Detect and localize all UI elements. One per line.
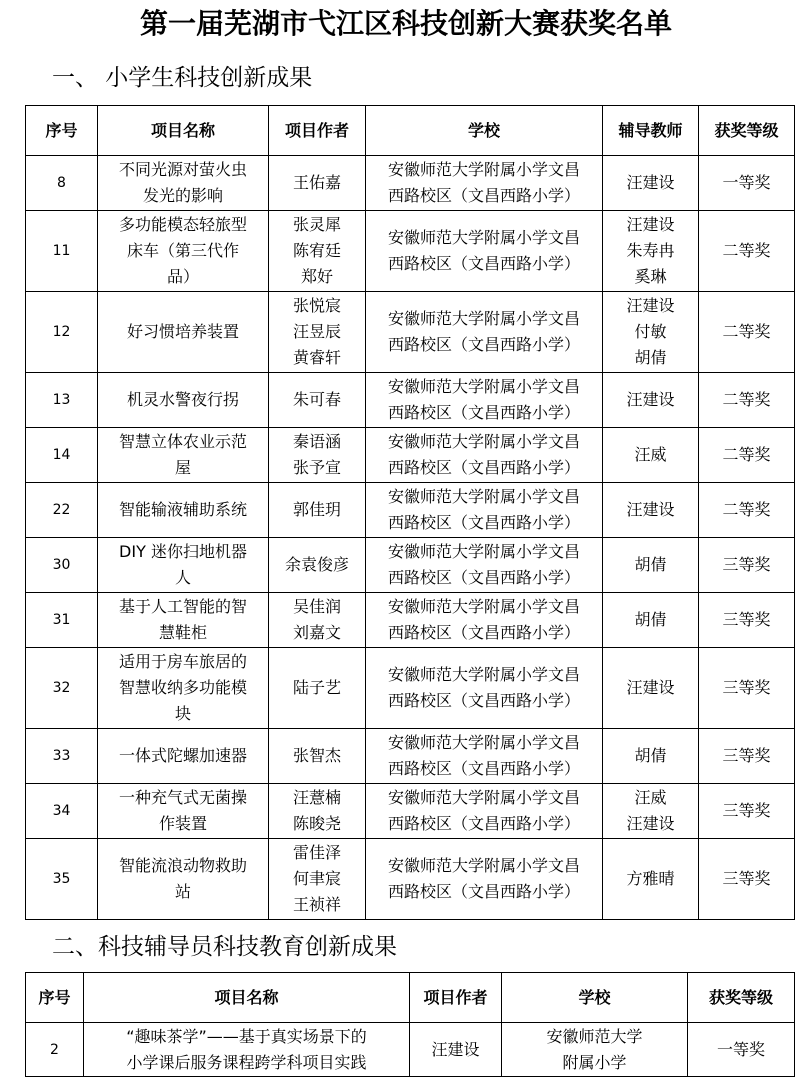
cell-project-name: 多功能模态轻旅型 床车（第三代作 品） [98, 211, 269, 292]
table-row [26, 729, 795, 784]
header-no: 序号 [26, 973, 84, 1023]
cell-project-name: 智能流浪动物救助 站 [98, 839, 269, 920]
page-title: 第一届芜湖市弋江区科技创新大赛获奖名单 [139, 7, 672, 40]
table-row [26, 538, 795, 593]
table-header-row [26, 106, 795, 156]
cell-school: 安徽师范大学 附属小学 [502, 1023, 688, 1077]
header-teachers: 辅导教师 [603, 106, 699, 156]
header-project-name: 项目名称 [98, 106, 269, 156]
cell-teachers: 汪建设 朱寿冉 奚琳 [603, 211, 699, 292]
cell-award: 二等奖 [699, 373, 795, 428]
cell-project-name: 机灵水警夜行拐 [98, 373, 269, 428]
cell-no: 12 [26, 292, 98, 373]
cell-authors: 张智杰 [269, 729, 366, 784]
header-award: 获奖等级 [699, 106, 795, 156]
cell-no: 13 [26, 373, 98, 428]
counselor-awards-table [25, 972, 795, 1077]
cell-authors: 余袁俊彦 [269, 538, 366, 593]
cell-teachers: 汪威 汪建设 [603, 784, 699, 839]
section-heading-students: 一、 小学生科技创新成果 [52, 65, 313, 91]
cell-no: 2 [26, 1023, 84, 1077]
cell-teachers: 胡倩 [603, 593, 699, 648]
cell-project-name: 一种充气式无菌操 作装置 [98, 784, 269, 839]
cell-no: 14 [26, 428, 98, 483]
cell-teachers: 胡倩 [603, 538, 699, 593]
table-row [26, 373, 795, 428]
cell-authors: 王佑嘉 [269, 156, 366, 211]
table-row [26, 483, 795, 538]
cell-authors: 吴佳润 刘嘉文 [269, 593, 366, 648]
cell-school: 安徽师范大学附属小学文昌 西路校区（文昌西路小学） [366, 373, 603, 428]
cell-authors: 秦语涵 张予宣 [269, 428, 366, 483]
cell-school: 安徽师范大学附属小学文昌 西路校区（文昌西路小学） [366, 839, 603, 920]
cell-no: 35 [26, 839, 98, 920]
cell-teachers: 方雅晴 [603, 839, 699, 920]
cell-award: 一等奖 [699, 156, 795, 211]
student-awards-table [25, 105, 795, 920]
cell-school: 安徽师范大学附属小学文昌 西路校区（文昌西路小学） [366, 292, 603, 373]
table-row [26, 292, 795, 373]
cell-project-name: “趣味茶学”——基于真实场景下的 小学课后服务课程跨学科项目实践 [84, 1023, 410, 1077]
cell-award: 三等奖 [699, 839, 795, 920]
cell-no: 31 [26, 593, 98, 648]
cell-award: 三等奖 [699, 648, 795, 729]
cell-school: 安徽师范大学附属小学文昌 西路校区（文昌西路小学） [366, 538, 603, 593]
cell-no: 8 [26, 156, 98, 211]
cell-school: 安徽师范大学附属小学文昌 西路校区（文昌西路小学） [366, 428, 603, 483]
cell-project-name: 适用于房车旅居的 智慧收纳多功能模 块 [98, 648, 269, 729]
cell-authors: 陆子艺 [269, 648, 366, 729]
cell-no: 33 [26, 729, 98, 784]
cell-school: 安徽师范大学附属小学文昌 西路校区（文昌西路小学） [366, 483, 603, 538]
cell-teachers: 汪建设 [603, 483, 699, 538]
table-row [26, 784, 795, 839]
cell-authors: 雷佳泽 何聿宸 王祯祥 [269, 839, 366, 920]
cell-project-name: 一体式陀螺加速器 [98, 729, 269, 784]
table-row [26, 648, 795, 729]
cell-award: 二等奖 [699, 428, 795, 483]
cell-no: 11 [26, 211, 98, 292]
table-header-row [26, 973, 795, 1023]
cell-project-name: 好习惯培养装置 [98, 292, 269, 373]
cell-award: 三等奖 [699, 784, 795, 839]
cell-project-name: 基于人工智能的智 慧鞋柜 [98, 593, 269, 648]
header-award: 获奖等级 [688, 973, 795, 1023]
cell-award: 二等奖 [699, 483, 795, 538]
table-row [26, 1023, 795, 1077]
header-authors: 项目作者 [410, 973, 502, 1023]
cell-school: 安徽师范大学附属小学文昌 西路校区（文昌西路小学） [366, 593, 603, 648]
cell-school: 安徽师范大学附属小学文昌 西路校区（文昌西路小学） [366, 729, 603, 784]
cell-school: 安徽师范大学附属小学文昌 西路校区（文昌西路小学） [366, 648, 603, 729]
section-heading-counselors: 二、科技辅导员科技教育创新成果 [52, 934, 397, 960]
cell-project-name: 不同光源对萤火虫 发光的影响 [98, 156, 269, 211]
table-row [26, 211, 795, 292]
cell-project-name: 智慧立体农业示范 屋 [98, 428, 269, 483]
cell-no: 34 [26, 784, 98, 839]
header-school: 学校 [366, 106, 603, 156]
table-row [26, 839, 795, 920]
cell-authors: 朱可春 [269, 373, 366, 428]
cell-teachers: 汪建设 [603, 156, 699, 211]
cell-award: 一等奖 [688, 1023, 795, 1077]
table-row [26, 593, 795, 648]
cell-school: 安徽师范大学附属小学文昌 西路校区（文昌西路小学） [366, 156, 603, 211]
table-row [26, 156, 795, 211]
cell-authors: 张灵犀 陈宥廷 郑好 [269, 211, 366, 292]
cell-teachers: 汪威 [603, 428, 699, 483]
cell-no: 30 [26, 538, 98, 593]
cell-teachers: 汪建设 付敏 胡倩 [603, 292, 699, 373]
header-project-name: 项目名称 [84, 973, 410, 1023]
header-no: 序号 [26, 106, 98, 156]
cell-authors: 郭佳玥 [269, 483, 366, 538]
cell-school: 安徽师范大学附属小学文昌 西路校区（文昌西路小学） [366, 784, 603, 839]
cell-teachers: 汪建设 [603, 648, 699, 729]
table-row [26, 428, 795, 483]
cell-teachers: 汪建设 [603, 373, 699, 428]
cell-authors: 汪薏楠 陈晙尧 [269, 784, 366, 839]
cell-teachers: 胡倩 [603, 729, 699, 784]
cell-award: 三等奖 [699, 538, 795, 593]
cell-project-name: DIY 迷你扫地机器 人 [98, 538, 269, 593]
cell-no: 32 [26, 648, 98, 729]
cell-award: 二等奖 [699, 292, 795, 373]
cell-no: 22 [26, 483, 98, 538]
cell-authors: 汪建设 [410, 1023, 502, 1077]
cell-award: 三等奖 [699, 593, 795, 648]
cell-project-name: 智能输液辅助系统 [98, 483, 269, 538]
cell-school: 安徽师范大学附属小学文昌 西路校区（文昌西路小学） [366, 211, 603, 292]
header-authors: 项目作者 [269, 106, 366, 156]
cell-authors: 张悦宸 汪昱辰 黄睿轩 [269, 292, 366, 373]
cell-award: 二等奖 [699, 211, 795, 292]
header-school: 学校 [502, 973, 688, 1023]
cell-award: 三等奖 [699, 729, 795, 784]
